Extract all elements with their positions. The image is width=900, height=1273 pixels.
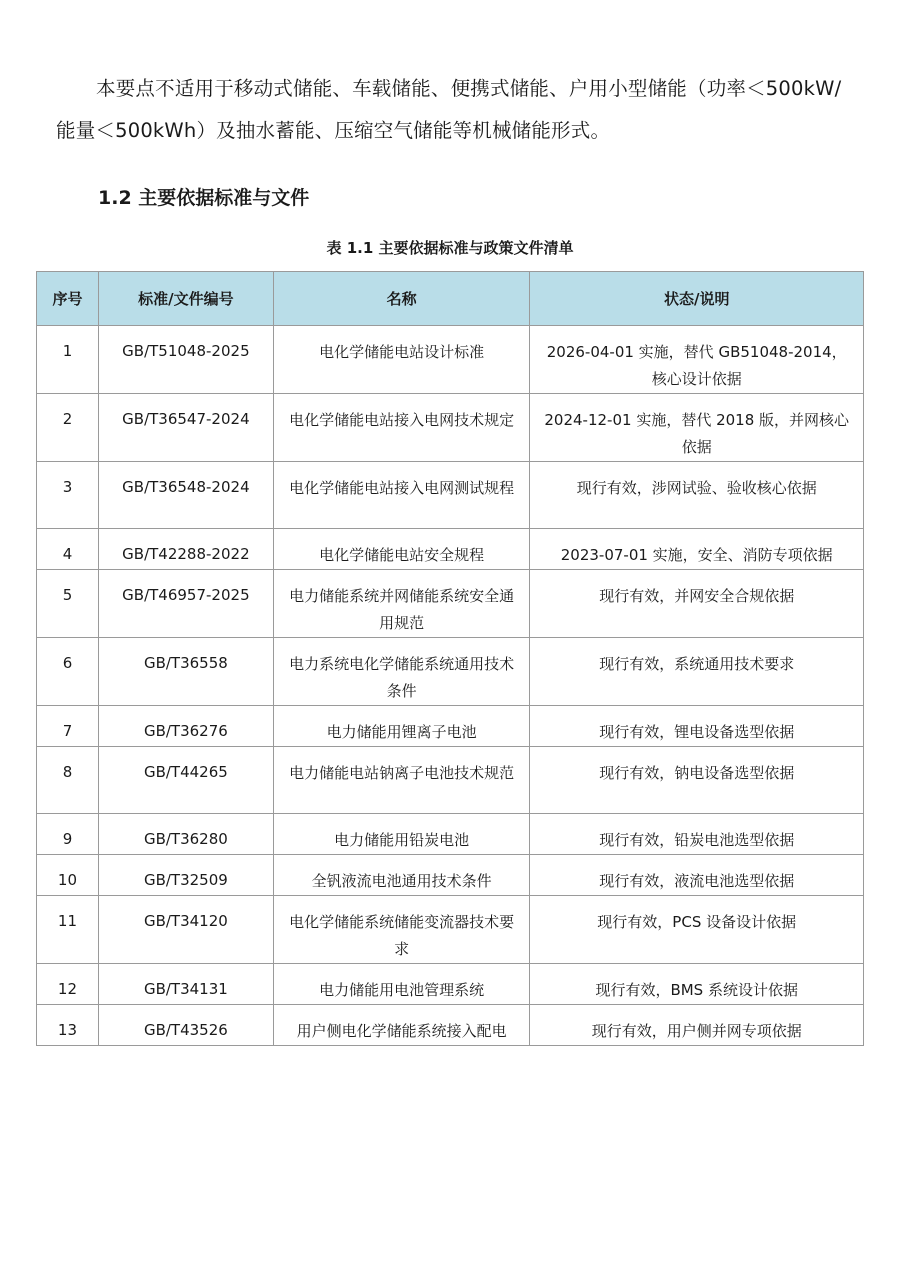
table-row [37,326,864,394]
table-row [37,706,864,747]
header-no: 序号 [37,272,99,326]
table-row [37,638,864,706]
table-row [37,570,864,638]
row-no: 4 [37,529,99,570]
table-row [37,529,864,570]
row-code: GB/T36280 [98,814,273,855]
row-code: GB/T36547-2024 [98,394,273,462]
table-header-row [37,272,864,326]
row-status: 现行有效，PCS 设备设计依据 [530,896,864,964]
header-code: 标准/文件编号 [98,272,273,326]
row-name: 电化学储能电站接入电网技术规定 [273,394,530,462]
intro-paragraph: 本要点不适用于移动式储能、车载储能、便携式储能、户用小型储能（功率＜500kW/能量＜500kWh）及抽水蓄能、压缩空气储能等机械储能形式。 [56,77,842,142]
table-caption: 表 1.1 主要依据标准与政策文件清单 [326,239,574,257]
row-code: GB/T51048-2025 [98,326,273,394]
row-name: 全钒液流电池通用技术条件 [273,855,530,896]
row-no: 12 [37,964,99,1005]
table-row [37,462,864,529]
row-name: 用户侧电化学储能系统接入配电 [273,1005,530,1046]
table-row [37,747,864,814]
row-code: GB/T42288-2022 [98,529,273,570]
row-code: GB/T34131 [98,964,273,1005]
table-row [37,855,864,896]
row-no: 13 [37,1005,99,1046]
row-status: 现行有效，系统通用技术要求 [530,638,864,706]
row-no: 11 [37,896,99,964]
row-name: 电力储能用电池管理系统 [273,964,530,1005]
row-code: GB/T36558 [98,638,273,706]
row-status: 现行有效，钠电设备选型依据 [530,747,864,814]
table-row [37,896,864,964]
row-code: GB/T44265 [98,747,273,814]
row-status: 现行有效，用户侧并网专项依据 [530,1005,864,1046]
row-code: GB/T43526 [98,1005,273,1046]
row-status: 现行有效，并网安全合规依据 [530,570,864,638]
row-status: 2023-07-01 实施，安全、消防专项依据 [530,529,864,570]
table-row [37,964,864,1005]
row-status: 2024-12-01 实施，替代 2018 版，并网核心依据 [530,394,864,462]
row-name: 电力储能用锂离子电池 [273,706,530,747]
row-name: 电化学储能电站接入电网测试规程 [273,462,530,529]
row-no: 6 [37,638,99,706]
header-status: 状态/说明 [530,272,864,326]
row-name: 电力系统电化学储能系统通用技术条件 [273,638,530,706]
row-code: GB/T36276 [98,706,273,747]
row-status: 现行有效，锂电设备选型依据 [530,706,864,747]
row-name: 电化学储能电站设计标准 [273,326,530,394]
row-no: 3 [37,462,99,529]
row-name: 电力储能电站钠离子电池技术规范 [273,747,530,814]
row-code: GB/T46957-2025 [98,570,273,638]
row-no: 7 [37,706,99,747]
row-status: 现行有效，液流电池选型依据 [530,855,864,896]
row-name: 电力储能用铅炭电池 [273,814,530,855]
table-row [37,814,864,855]
row-name: 电化学储能系统储能变流器技术要求 [273,896,530,964]
row-no: 5 [37,570,99,638]
row-name: 电化学储能电站安全规程 [273,529,530,570]
standards-table [36,271,864,1046]
row-status: 现行有效，铅炭电池选型依据 [530,814,864,855]
table-row [37,394,864,462]
table-row [37,1005,864,1046]
section-title: 1.2 主要依据标准与文件 [98,187,310,209]
row-no: 10 [37,855,99,896]
row-code: GB/T36548-2024 [98,462,273,529]
row-no: 1 [37,326,99,394]
row-no: 8 [37,747,99,814]
row-status: 现行有效，BMS 系统设计依据 [530,964,864,1005]
row-status: 现行有效，涉网试验、验收核心依据 [530,462,864,529]
row-code: GB/T32509 [98,855,273,896]
row-no: 9 [37,814,99,855]
row-no: 2 [37,394,99,462]
row-name: 电力储能系统并网储能系统安全通用规范 [273,570,530,638]
row-code: GB/T34120 [98,896,273,964]
row-status: 2026-04-01 实施，替代 GB51048-2014，核心设计依据 [530,326,864,394]
header-name: 名称 [273,272,530,326]
